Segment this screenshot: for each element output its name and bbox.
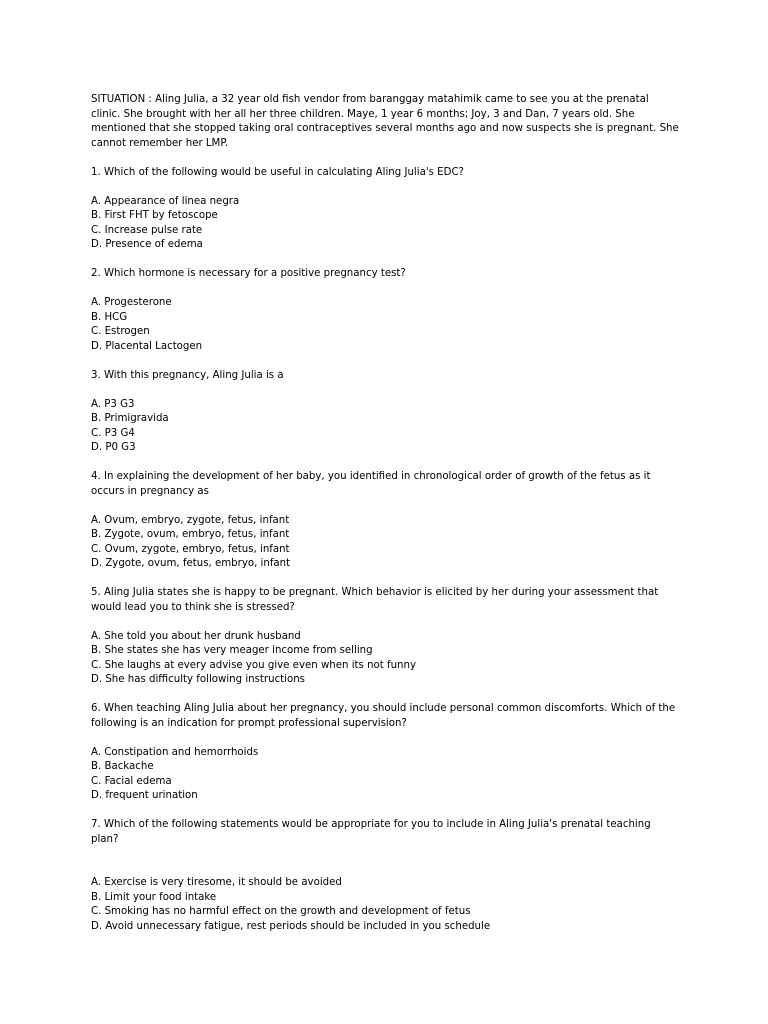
question-4	[91, 470, 681, 572]
question-text: 1. Which of the following would be useful in calculating Aling Julia's EDC?	[91, 166, 464, 178]
option-c: C. Smoking has no harmful effect on the growth and development of fetus	[91, 906, 471, 917]
question-text: 3. With this pregnancy, Aling Julia is a	[91, 369, 284, 381]
question-text: 6. When teaching Aling Julia about her pregnancy, you should include personal common discomforts. Which of the following is an indication for prompt professional supervision?	[91, 703, 676, 729]
option-list	[91, 296, 681, 354]
option-c: C. Increase pulse rate	[91, 224, 203, 236]
option-c: C. P3 G4	[91, 427, 135, 439]
option-b: B. Primigravida	[91, 413, 169, 424]
option-list	[91, 876, 681, 934]
option-a: A. P3 G3	[91, 398, 135, 410]
option-list	[91, 195, 681, 253]
option-d: D. Zygote, ovum, fetus, embryo, infant	[91, 558, 291, 569]
option-list	[91, 398, 681, 456]
option-c: C. Ovum, zygote, embryo, fetus, infant	[91, 543, 290, 555]
option-list	[91, 630, 681, 688]
option-d: D. She has difficulty following instructions	[91, 674, 305, 685]
option-list	[91, 746, 681, 804]
question-3	[91, 369, 681, 456]
option-c: C. Estrogen	[91, 326, 150, 337]
question-1	[91, 166, 681, 253]
option-c: C. Facial edema	[91, 775, 172, 787]
question-5	[91, 586, 681, 688]
option-b: B. Zygote, ovum, embryo, fetus, infant	[91, 529, 290, 540]
option-d: D. Placental Lactogen	[91, 340, 203, 352]
option-d: D. frequent urination	[91, 790, 198, 801]
option-a: A. Constipation and hemorrhoids	[91, 746, 259, 758]
document-page	[91, 93, 681, 934]
option-c: C. She laughs at every advise you give even when its not funny	[91, 659, 416, 671]
option-b: B. First FHT by fetoscope	[91, 210, 218, 221]
question-text: 7. Which of the following statements would be appropriate for you to include in Aling Julia's prenatal teaching plan?	[91, 819, 651, 845]
option-d: D. Avoid unnecessary fatigue, rest periods should be included in you schedule	[91, 920, 491, 932]
option-list	[91, 514, 681, 572]
option-a: A. Progesterone	[91, 297, 172, 308]
option-a: A. Exercise is very tiresome, it should be avoided	[91, 877, 342, 888]
question-text: 2. Which hormone is necessary for a positive pregnancy test?	[91, 268, 406, 279]
question-7	[91, 818, 681, 934]
question-text: 4. In explaining the development of her baby, you identified in chronological order of growth of the fetus as it occurs in pregnancy as	[91, 471, 651, 497]
option-a: A. She told you about her drunk husband	[91, 630, 301, 642]
question-text: 5. Aling Julia states she is happy to be pregnant. Which behavior is elicited by her during your assessment that would lead you to think she is stressed?	[91, 587, 659, 613]
option-b: B. She states she has very meager income from selling	[91, 645, 373, 656]
option-b: B. Limit your food intake	[91, 891, 217, 903]
question-2	[91, 267, 681, 354]
option-a: A. Ovum, embryo, zygote, fetus, infant	[91, 514, 290, 526]
option-a: A. Appearance of linea negra	[91, 195, 240, 207]
option-b: B. Backache	[91, 761, 154, 772]
option-d: D. Presence of edema	[91, 239, 203, 250]
situation-paragraph: SITUATION : Aling Julia, a 32 year old fish vendor from baranggay matahimik came to see you at the prenatal clinic. She brought with her all her three children. Maye, 1 year 6 months; Joy, 3 and Dan, 7 years old. She mentioned that she stopped taking oral contraceptives several months ago and now suspects she is pregnant. She cannot remember her LMP.	[91, 94, 679, 149]
option-d: D. P0 G3	[91, 442, 136, 453]
option-b: B. HCG	[91, 311, 128, 323]
question-6	[91, 702, 681, 804]
